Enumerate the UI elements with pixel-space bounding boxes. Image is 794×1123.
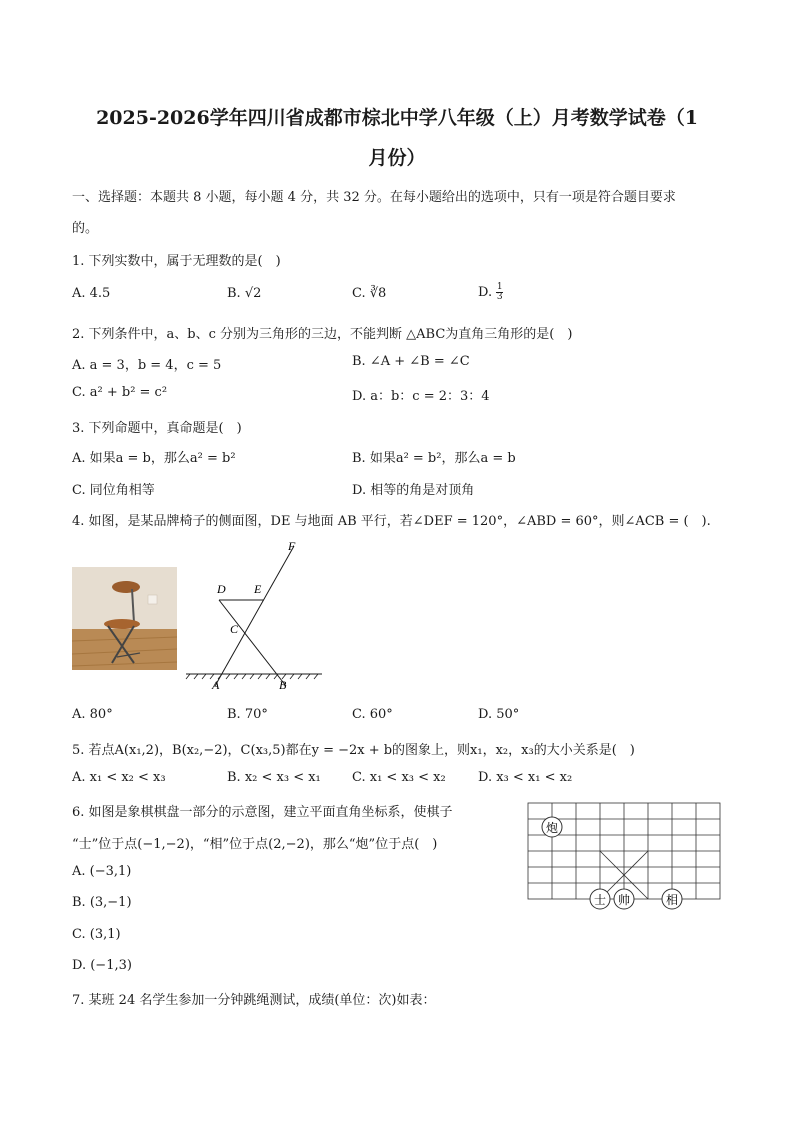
q1-option-a: A. 4.5 [72,286,111,301]
chair-photo [72,567,177,670]
q3-option-c: C. 同位角相等 [72,483,155,498]
q5-option-c: C. x₁ < x₃ < x₂ [352,770,446,785]
q2-option-d: D. a：b：c = 2：3：4 [352,389,490,404]
section-heading-line2: 的。 [72,221,99,236]
piece-pao [542,817,562,837]
q2-stem: 2. 下列条件中，a、b、c 分别为三角形的三边，不能判断 △ABC为直角三角形的是( ) [72,327,573,342]
piece-pao-label: 炮 [545,821,559,835]
fraction-numerator: 1 [496,282,503,292]
q2-option-c: C. a² + b² = c² [72,385,168,400]
q2-option-a: A. a = 3，b = 4，c = 5 [72,358,222,373]
label-c: C [230,622,239,636]
q7-stem: 7. 某班 24 名学生参加一分钟跳绳测试，成绩(单位：次)如表： [72,993,436,1008]
page-title-line2: 月份） [368,147,426,169]
label-d: D [217,582,226,596]
q4-stem: 4. 如图，是某品牌椅子的侧面图，DE 与地面 AB 平行，若∠DEF = 120°，∠ABD = 60°，则∠ACB = ( ). [72,514,711,529]
piece-shuai-label: 帅 [617,893,631,907]
q6-stem-line2: “士”位于点(−1,−2)，“相”位于点(2,−2)，那么“炮”位于点( ) [72,837,438,852]
q4-option-a: A. 80° [72,707,113,722]
q6-option-d: D. (−1,3) [72,958,132,973]
q3-option-b: B. 如果a² = b²，那么a = b [352,451,516,466]
fraction-denominator: 3 [496,292,503,302]
label-b: B [279,678,287,692]
page-title-line1: 2025-2026学年四川省成都市棕北中学八年级（上）月考数学试卷（1 [96,107,698,129]
piece-shi-label: 士 [593,893,607,907]
label-a: A [212,678,220,692]
q1-stem: 1. 下列实数中，属于无理数的是( ) [72,254,281,269]
q1-option-b: B. √2 [227,286,262,301]
chair-side-diagram [182,536,332,696]
q1-option-d-prefix: D. [478,285,493,300]
q2-option-b: B. ∠A + ∠B = ∠C [352,354,470,369]
q1-option-d [478,283,503,302]
q5-stem: 5. 若点A(x₁,2)，B(x₂,−2)，C(x₃,5)都在y = −2x + b的图象上，则x₁，x₂，x₃的大小关系是( ) [72,743,635,758]
q1-option-d-fraction [496,283,503,302]
q6-option-c: C. (3,1) [72,927,121,942]
section-heading-line1: 一、选择题：本题共 8 小题，每小题 4 分，共 32 分。在每小题给出的选项中，只有一项是符合题目要求 [72,190,676,205]
q1-option-c: C. ∛8 [352,286,387,301]
q3-stem: 3. 下列命题中，真命题是( ) [72,421,242,436]
piece-shuai [614,889,634,909]
q4-option-d: D. 50° [478,707,520,722]
q6-stem-line1: 6. 如图是象棋棋盘一部分的示意图，建立平面直角坐标系，使棋子 [72,805,453,820]
q4-option-b: B. 70° [227,707,268,722]
piece-shi [590,889,610,909]
q5-option-b: B. x₂ < x₃ < x₁ [227,770,321,785]
q3-option-d: D. 相等的角是对顶角 [352,483,475,498]
q5-option-a: A. x₁ < x₂ < x₃ [72,770,166,785]
piece-xiang-label: 相 [665,893,679,907]
piece-xiang [662,889,682,909]
chessboard-diagram [525,800,725,918]
q3-option-a: A. 如果a = b，那么a² = b² [72,451,236,466]
q5-option-d: D. x₃ < x₁ < x₂ [478,770,573,785]
label-f: F [288,539,296,553]
q4-option-c: C. 60° [352,707,393,722]
label-e: E [254,582,262,596]
q6-option-a: A. (−3,1) [72,864,132,879]
q6-option-b: B. (3,−1) [72,895,132,910]
